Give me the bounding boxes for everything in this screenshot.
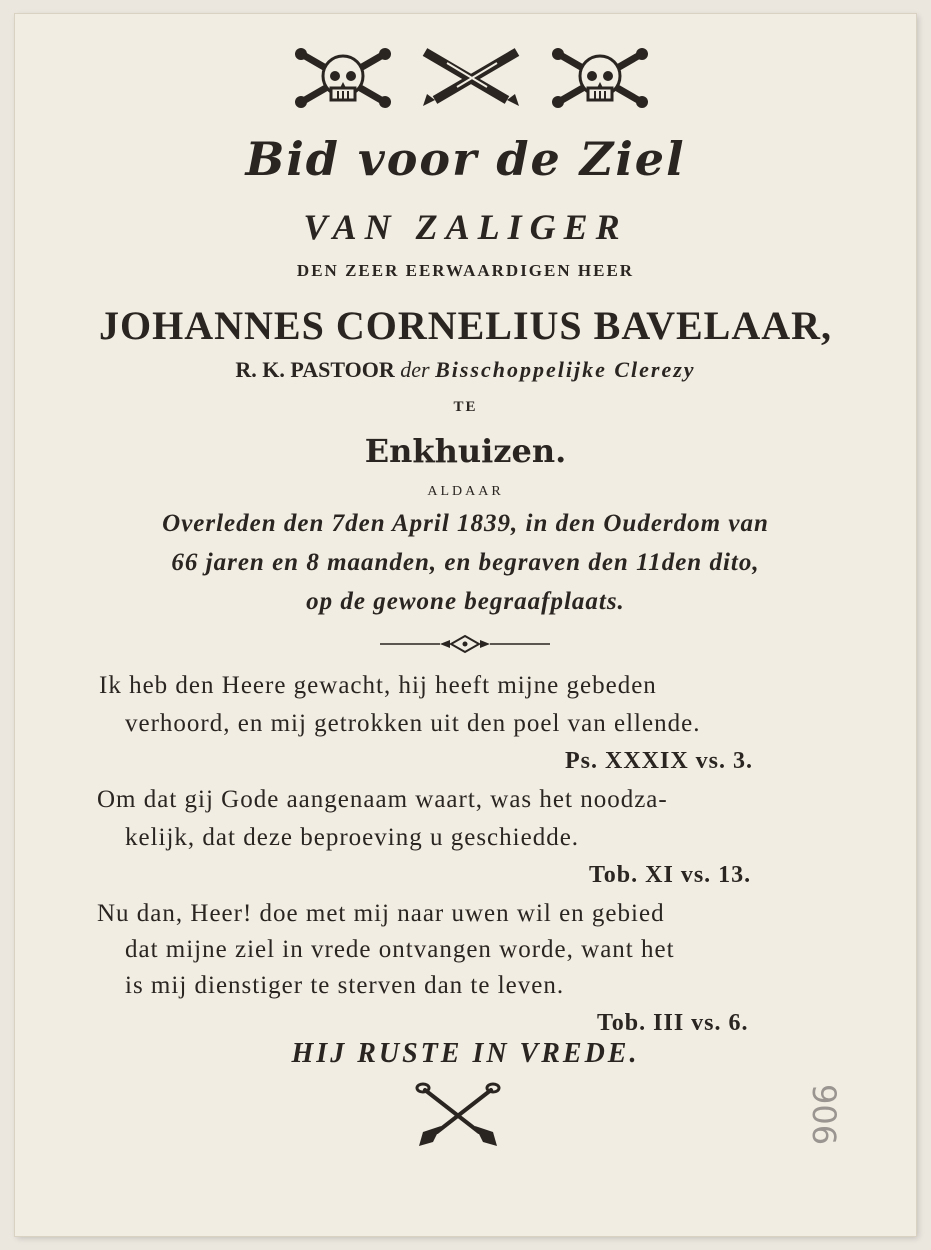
verse-line: Om dat gij Gode aangenaam waart, was het noodza- — [97, 786, 668, 813]
position-title: R. K. PASTOOR — [235, 357, 395, 382]
verse-line: verhoord, en mij getrokken uit den poel van ellende. — [125, 710, 701, 737]
subtitle: VAN ZALIGER — [303, 207, 628, 247]
town-name: Enkhuizen. — [364, 432, 567, 470]
verse-line: is mij dienstiger te sterven dan te leven. — [125, 972, 565, 999]
crossed-torches-icon — [417, 44, 527, 110]
crossed-spades-icon — [413, 1082, 503, 1148]
verse-reference: Ps. XXXIX vs. 3. — [565, 748, 754, 774]
position-der: der — [400, 357, 430, 382]
header-ornaments — [15, 44, 916, 114]
death-line: 66 jaren en 8 maanden, en begraven den 11den dito, — [171, 549, 760, 576]
divider-ornament-icon — [380, 634, 550, 654]
position-line — [15, 357, 916, 383]
death-line: op de gewone begraafplaats. — [306, 588, 625, 615]
pencil-inventory-note: 906 — [805, 1084, 843, 1146]
verse-line: Nu dan, Heer! doe met mij naar uwen wil en gebied — [97, 900, 665, 927]
verse-line: Ik heb den Heere gewacht, hij heeft mijne gebeden — [99, 672, 657, 699]
verse-reference: Tob. III vs. 6. — [597, 1010, 749, 1036]
death-line: Overleden den 7den April 1839, in den Ouderdom van — [162, 510, 769, 537]
position-church: Bisschoppelijke Clerezy — [435, 357, 696, 382]
ornamental-divider — [15, 634, 916, 654]
verse-reference: Tob. XI vs. 13. — [589, 862, 752, 888]
memorial-card — [15, 14, 916, 1236]
closing-line: HIJ RUSTE IN VREDE. — [291, 1038, 640, 1069]
verse-line: dat mijne ziel in vrede ontvangen worde, want het — [125, 936, 675, 963]
te-label: TE — [453, 399, 478, 415]
skull-crossbones-icon — [550, 46, 650, 110]
honorific: DEN ZEER EERWAARDIGEN HEER — [296, 261, 635, 280]
deceased-name: JOHANNES CORNELIUS BAVELAAR, — [99, 303, 832, 348]
aldaar-label: ALDAAR — [427, 484, 504, 499]
verse-line: kelijk, dat deze beproeving u geschiedde. — [125, 824, 580, 851]
skull-crossbones-icon — [293, 46, 393, 110]
card-title: Bid voor de Ziel — [245, 132, 686, 186]
